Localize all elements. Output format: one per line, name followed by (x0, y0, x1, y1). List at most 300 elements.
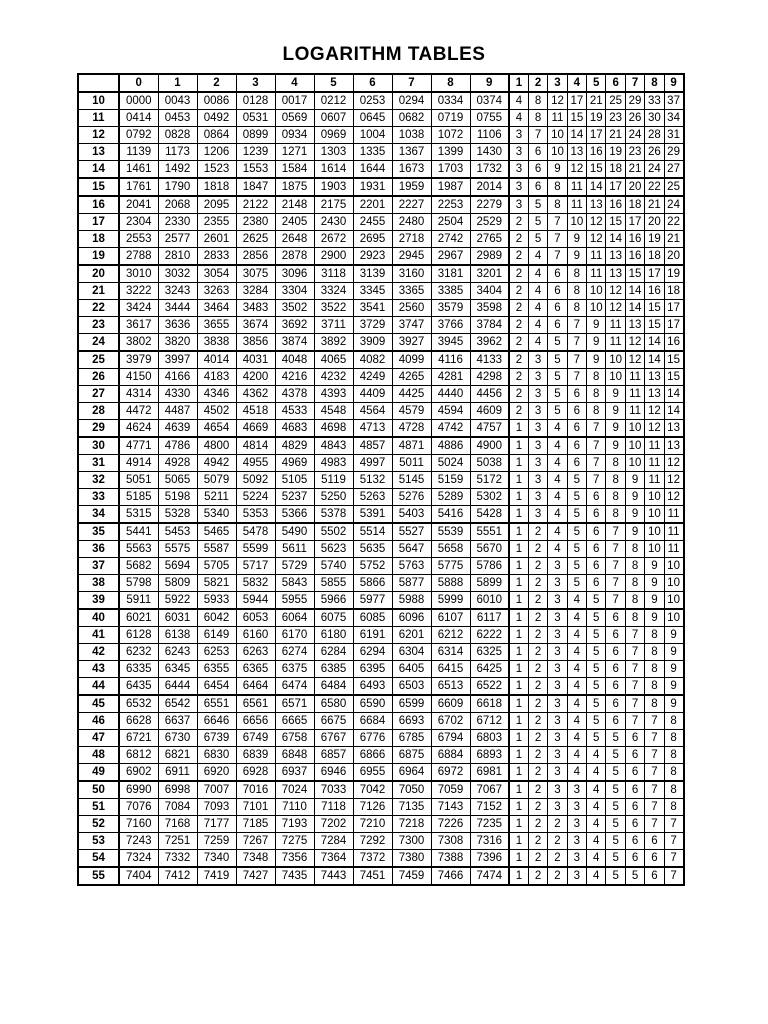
mean-difference-cell: 7 (664, 816, 683, 833)
mean-difference-cell: 1 (509, 730, 528, 747)
table-row (78, 369, 684, 386)
table-row (78, 781, 684, 799)
mantissa-cell: 4928 (158, 455, 197, 472)
mantissa-cell: 6803 (470, 730, 509, 747)
mantissa-cell: 6964 (392, 764, 431, 782)
mantissa-cell: 5416 (431, 506, 470, 524)
mantissa-cell: 4871 (392, 437, 431, 455)
mean-difference-cell: 6 (587, 575, 606, 592)
mantissa-cell: 4683 (275, 420, 314, 438)
mantissa-cell: 0934 (275, 127, 314, 144)
mean-difference-cell: 7 (645, 764, 664, 782)
mean-difference-cell: 13 (587, 196, 606, 214)
mean-difference-cell: 37 (664, 92, 683, 110)
mean-difference-cell: 7 (625, 627, 644, 644)
mean-difference-cell: 13 (625, 317, 644, 334)
mantissa-cell: 3541 (353, 300, 392, 317)
mean-difference-cell: 23 (606, 110, 625, 127)
table-row (78, 214, 684, 231)
mantissa-cell: 6222 (470, 627, 509, 644)
mean-difference-cell: 12 (606, 300, 625, 317)
mantissa-cell: 6580 (314, 695, 353, 713)
mantissa-cell: 4518 (236, 403, 275, 420)
mean-difference-cell: 19 (664, 265, 683, 283)
mantissa-cell: 2095 (197, 196, 236, 214)
mantissa-cell: 7419 (197, 867, 236, 885)
mantissa-cell: 4814 (236, 437, 275, 455)
mean-difference-cell: 7 (645, 713, 664, 730)
table-row (78, 523, 684, 541)
mean-difference-cell: 3 (528, 369, 547, 386)
mean-difference-cell: 7 (587, 437, 606, 455)
mantissa-cell: 6990 (119, 781, 158, 799)
mantissa-cell: 6304 (392, 644, 431, 661)
mean-difference-cell: 17 (664, 300, 683, 317)
mantissa-cell: 0607 (314, 110, 353, 127)
mean-difference-cell: 8 (587, 369, 606, 386)
mean-difference-cell: 8 (587, 403, 606, 420)
mantissa-cell: 3909 (353, 334, 392, 352)
mean-difference-cell: 4 (587, 781, 606, 799)
mantissa-cell: 5289 (431, 489, 470, 506)
mantissa-cell: 2480 (392, 214, 431, 231)
mean-difference-cell: 4 (567, 695, 586, 713)
mean-difference-cell: 2 (509, 386, 528, 403)
mantissa-cell: 6561 (236, 695, 275, 713)
table-row (78, 92, 684, 110)
main-column-header: 6 (353, 74, 392, 92)
mean-difference-cell: 5 (528, 214, 547, 231)
mean-difference-cell: 14 (664, 386, 683, 403)
mantissa-cell: 5328 (158, 506, 197, 524)
mean-difference-cell: 4 (548, 420, 567, 438)
mean-difference-cell: 6 (625, 764, 644, 782)
mean-difference-cell: 26 (645, 144, 664, 161)
mantissa-cell: 6522 (470, 678, 509, 696)
mean-difference-cell: 8 (567, 300, 586, 317)
mantissa-cell: 7050 (392, 781, 431, 799)
mean-difference-cell: 4 (548, 489, 567, 506)
mean-difference-cell: 4 (548, 455, 567, 472)
mantissa-cell: 2330 (158, 214, 197, 231)
mantissa-cell: 4728 (392, 420, 431, 438)
mean-difference-cell: 1 (509, 747, 528, 764)
main-column-header: 1 (158, 74, 197, 92)
mean-difference-cell: 12 (548, 92, 567, 110)
mantissa-cell: 4150 (119, 369, 158, 386)
row-number: 35 (78, 523, 119, 541)
mean-difference-cell: 2 (509, 403, 528, 420)
mean-difference-cell: 33 (645, 92, 664, 110)
table-row (78, 110, 684, 127)
mean-difference-cell: 10 (567, 214, 586, 231)
mean-difference-cell: 21 (645, 196, 664, 214)
row-number: 37 (78, 558, 119, 575)
mean-difference-cell: 16 (606, 196, 625, 214)
mantissa-cell: 0294 (392, 92, 431, 110)
mantissa-cell: 5340 (197, 506, 236, 524)
mantissa-cell: 4116 (431, 351, 470, 369)
mantissa-cell: 3927 (392, 334, 431, 352)
table-row (78, 472, 684, 489)
mantissa-cell: 6893 (470, 747, 509, 764)
mantissa-cell: 5391 (353, 506, 392, 524)
mantissa-cell: 3324 (314, 283, 353, 300)
row-number: 13 (78, 144, 119, 161)
mean-difference-cell: 12 (567, 161, 586, 179)
mantissa-cell: 5315 (119, 506, 158, 524)
mean-difference-cell: 2 (548, 867, 567, 885)
mantissa-cell: 6444 (158, 678, 197, 696)
mantissa-cell: 4362 (236, 386, 275, 403)
mean-difference-cell: 4 (567, 592, 586, 610)
mantissa-cell: 6474 (275, 678, 314, 696)
mean-difference-cell: 8 (606, 506, 625, 524)
mean-difference-cell: 7 (606, 523, 625, 541)
mean-difference-cell: 2 (528, 609, 547, 627)
mean-difference-cell: 6 (567, 420, 586, 438)
mean-difference-cell: 34 (664, 110, 683, 127)
mean-difference-cell: 5 (528, 196, 547, 214)
mean-difference-cell: 7 (548, 231, 567, 248)
mean-difference-cell: 15 (567, 110, 586, 127)
mantissa-cell: 6243 (158, 644, 197, 661)
mean-difference-cell: 2 (528, 523, 547, 541)
mantissa-cell: 5611 (275, 541, 314, 558)
mantissa-cell: 1335 (353, 144, 392, 161)
mantissa-cell: 3284 (236, 283, 275, 300)
mean-difference-cell: 1 (509, 781, 528, 799)
row-number: 52 (78, 816, 119, 833)
mantissa-cell: 1038 (392, 127, 431, 144)
mean-difference-cell: 9 (625, 472, 644, 489)
mean-difference-cell: 2 (528, 678, 547, 696)
mantissa-cell: 6021 (119, 609, 158, 627)
mantissa-cell: 1206 (197, 144, 236, 161)
mean-difference-cell: 2 (509, 265, 528, 283)
mean-difference-cell: 24 (625, 127, 644, 144)
mean-difference-cell: 3 (567, 833, 586, 850)
mean-difference-cell: 12 (664, 472, 683, 489)
mean-difference-cell: 6 (606, 661, 625, 678)
mean-difference-cell: 9 (606, 386, 625, 403)
mantissa-cell: 5539 (431, 523, 470, 541)
main-column-header: 7 (392, 74, 431, 92)
mean-difference-cell: 2 (528, 747, 547, 764)
mantissa-cell: 6590 (353, 695, 392, 713)
mantissa-cell: 0755 (470, 110, 509, 127)
mantissa-cell: 1367 (392, 144, 431, 161)
mantissa-cell: 3802 (119, 334, 158, 352)
mean-difference-cell: 7 (645, 747, 664, 764)
mean-difference-cell: 1 (509, 764, 528, 782)
row-number: 31 (78, 455, 119, 472)
mantissa-cell: 3655 (197, 317, 236, 334)
mean-difference-cell: 5 (587, 678, 606, 696)
mean-difference-cell: 4 (548, 523, 567, 541)
mantissa-cell: 1106 (470, 127, 509, 144)
mantissa-cell: 6314 (431, 644, 470, 661)
mantissa-cell: 6684 (353, 713, 392, 730)
mean-difference-cell: 9 (606, 403, 625, 420)
mantissa-cell: 6739 (197, 730, 236, 747)
mantissa-cell: 6628 (119, 713, 158, 730)
mantissa-cell: 3464 (197, 300, 236, 317)
mean-difference-cell: 3 (509, 127, 528, 144)
mantissa-cell: 3636 (158, 317, 197, 334)
mantissa-cell: 2625 (236, 231, 275, 248)
mantissa-cell: 7275 (275, 833, 314, 850)
mantissa-cell: 0086 (197, 92, 236, 110)
mean-difference-cell: 11 (645, 472, 664, 489)
mantissa-cell: 3483 (236, 300, 275, 317)
mantissa-cell: 7067 (470, 781, 509, 799)
mean-difference-cell: 4 (548, 506, 567, 524)
mantissa-cell: 4742 (431, 420, 470, 438)
mantissa-cell: 4232 (314, 369, 353, 386)
mean-difference-cell: 3 (548, 747, 567, 764)
mantissa-cell: 3304 (275, 283, 314, 300)
mean-difference-cell: 6 (567, 455, 586, 472)
table-row (78, 867, 684, 885)
mean-difference-cell: 20 (664, 248, 683, 266)
mantissa-cell: 6395 (353, 661, 392, 678)
mantissa-cell: 7292 (353, 833, 392, 850)
mean-difference-cell: 3 (548, 799, 567, 816)
mantissa-cell: 7284 (314, 833, 353, 850)
row-number: 40 (78, 609, 119, 627)
mantissa-cell: 7466 (431, 867, 470, 885)
mantissa-cell: 5224 (236, 489, 275, 506)
mean-difference-cell: 6 (606, 678, 625, 696)
mean-difference-cell: 16 (664, 334, 683, 352)
mantissa-cell: 0212 (314, 92, 353, 110)
mean-difference-cell: 5 (567, 541, 586, 558)
mean-difference-cell: 3 (528, 403, 547, 420)
mean-difference-cell: 10 (645, 506, 664, 524)
mantissa-cell: 3385 (431, 283, 470, 300)
mantissa-cell: 6107 (431, 609, 470, 627)
mean-difference-cell: 11 (606, 334, 625, 352)
mantissa-cell: 6335 (119, 661, 158, 678)
mean-difference-cell: 10 (645, 541, 664, 558)
mean-difference-cell: 3 (528, 489, 547, 506)
mantissa-cell: 2122 (236, 196, 275, 214)
row-number: 22 (78, 300, 119, 317)
mean-difference-cell: 15 (587, 161, 606, 179)
mantissa-cell: 5302 (470, 489, 509, 506)
mantissa-cell: 6484 (314, 678, 353, 696)
mean-difference-cell: 3 (509, 161, 528, 179)
mean-difference-cell: 9 (606, 437, 625, 455)
mean-difference-cell: 8 (645, 678, 664, 696)
mean-difference-cell: 5 (548, 386, 567, 403)
mean-difference-cell: 1 (509, 541, 528, 558)
mantissa-cell: 6599 (392, 695, 431, 713)
mantissa-cell: 6972 (431, 764, 470, 782)
mean-difference-cell: 8 (645, 695, 664, 713)
mean-difference-cell: 5 (587, 661, 606, 678)
mantissa-cell: 6284 (314, 644, 353, 661)
mantissa-cell: 4609 (470, 403, 509, 420)
mean-difference-cell: 10 (606, 369, 625, 386)
mantissa-cell: 2253 (431, 196, 470, 214)
mantissa-cell: 7324 (119, 850, 158, 868)
mantissa-cell: 5575 (158, 541, 197, 558)
mantissa-cell: 4456 (470, 386, 509, 403)
mean-difference-cell: 2 (548, 850, 567, 868)
row-number: 54 (78, 850, 119, 868)
table-row (78, 850, 684, 868)
mean-difference-cell: 4 (567, 661, 586, 678)
mantissa-cell: 6425 (470, 661, 509, 678)
mantissa-cell: 4533 (275, 403, 314, 420)
mantissa-cell: 3838 (197, 334, 236, 352)
mean-difference-cell: 8 (548, 178, 567, 196)
mean-difference-cell: 4 (548, 541, 567, 558)
mean-difference-cell: 7 (548, 214, 567, 231)
mean-difference-cell: 4 (567, 747, 586, 764)
mean-difference-cell: 12 (606, 283, 625, 300)
mantissa-cell: 5527 (392, 523, 431, 541)
mantissa-cell: 3617 (119, 317, 158, 334)
mean-difference-cell: 1 (509, 437, 528, 455)
mantissa-cell: 2175 (314, 196, 353, 214)
mean-difference-cell: 11 (587, 248, 606, 266)
mantissa-cell: 7016 (236, 781, 275, 799)
mantissa-cell: 2648 (275, 231, 314, 248)
mantissa-cell: 7300 (392, 833, 431, 850)
mantissa-cell: 3962 (470, 334, 509, 352)
row-number: 36 (78, 541, 119, 558)
mantissa-cell: 1430 (470, 144, 509, 161)
mantissa-cell: 4564 (353, 403, 392, 420)
mantissa-cell: 4502 (197, 403, 236, 420)
mean-difference-cell: 1 (509, 592, 528, 610)
mean-difference-cell: 17 (645, 265, 664, 283)
mantissa-cell: 7388 (431, 850, 470, 868)
mantissa-cell: 3522 (314, 300, 353, 317)
mantissa-cell: 6712 (470, 713, 509, 730)
mantissa-cell: 6117 (470, 609, 509, 627)
mean-difference-cell: 8 (645, 627, 664, 644)
mean-difference-cell: 2 (509, 369, 528, 386)
mantissa-cell: 5428 (470, 506, 509, 524)
difference-column-header: 1 (509, 74, 528, 92)
mantissa-cell: 7340 (197, 850, 236, 868)
mean-difference-cell: 4 (587, 850, 606, 868)
mean-difference-cell: 14 (625, 283, 644, 300)
mantissa-cell: 6702 (431, 713, 470, 730)
mantissa-cell: 5105 (275, 472, 314, 489)
mean-difference-cell: 10 (625, 455, 644, 472)
mantissa-cell: 2601 (197, 231, 236, 248)
mantissa-cell: 7118 (314, 799, 353, 816)
mantissa-cell: 5933 (197, 592, 236, 610)
table-row (78, 541, 684, 558)
row-number: 45 (78, 695, 119, 713)
mantissa-cell: 2041 (119, 196, 158, 214)
mantissa-cell: 5775 (431, 558, 470, 575)
mantissa-cell: 4698 (314, 420, 353, 438)
row-number: 12 (78, 127, 119, 144)
mantissa-cell: 7451 (353, 867, 392, 885)
mean-difference-cell: 3 (548, 644, 567, 661)
mean-difference-cell: 8 (528, 110, 547, 127)
mean-difference-cell: 24 (645, 161, 664, 179)
mean-difference-cell: 14 (606, 231, 625, 248)
mean-difference-cell: 7 (606, 575, 625, 592)
mean-difference-cell: 14 (645, 334, 664, 352)
mean-difference-cell: 3 (548, 558, 567, 575)
row-number: 55 (78, 867, 119, 885)
main-column-header: 0 (119, 74, 158, 92)
mantissa-cell: 4409 (353, 386, 392, 403)
mantissa-cell: 1673 (392, 161, 431, 179)
mean-difference-cell: 3 (528, 437, 547, 455)
mantissa-cell: 3502 (275, 300, 314, 317)
mantissa-cell: 5599 (236, 541, 275, 558)
mean-difference-cell: 6 (625, 816, 644, 833)
mean-difference-cell: 15 (664, 351, 683, 369)
mantissa-cell: 0017 (275, 92, 314, 110)
mantissa-cell: 7218 (392, 816, 431, 833)
mantissa-cell: 2695 (353, 231, 392, 248)
mean-difference-cell: 9 (664, 695, 683, 713)
mean-difference-cell: 3 (528, 506, 547, 524)
mantissa-cell: 6665 (275, 713, 314, 730)
mean-difference-cell: 2 (528, 661, 547, 678)
mantissa-cell: 3181 (431, 265, 470, 283)
mantissa-cell: 6730 (158, 730, 197, 747)
mean-difference-cell: 17 (567, 92, 586, 110)
table-row (78, 455, 684, 472)
mantissa-cell: 6812 (119, 747, 158, 764)
mean-difference-cell: 17 (664, 317, 683, 334)
table-row (78, 713, 684, 730)
mean-difference-cell: 5 (606, 816, 625, 833)
mean-difference-cell: 6 (567, 386, 586, 403)
mantissa-cell: 7126 (353, 799, 392, 816)
table-row (78, 437, 684, 455)
mean-difference-cell: 21 (625, 161, 644, 179)
mantissa-cell: 7202 (314, 816, 353, 833)
mantissa-cell: 3054 (197, 265, 236, 283)
mantissa-cell: 5465 (197, 523, 236, 541)
difference-column-header: 8 (645, 74, 664, 92)
mantissa-cell: 4786 (158, 437, 197, 455)
mean-difference-cell: 7 (567, 351, 586, 369)
mantissa-cell: 6085 (353, 609, 392, 627)
mantissa-cell: 6794 (431, 730, 470, 747)
mean-difference-cell: 7 (567, 334, 586, 352)
mantissa-cell: 0453 (158, 110, 197, 127)
mantissa-cell: 3979 (119, 351, 158, 369)
mantissa-cell: 4425 (392, 386, 431, 403)
mantissa-cell: 7168 (158, 816, 197, 833)
mean-difference-cell: 9 (625, 489, 644, 506)
mean-difference-cell: 6 (528, 144, 547, 161)
mean-difference-cell: 3 (548, 764, 567, 782)
mean-difference-cell: 4 (528, 334, 547, 352)
mean-difference-cell: 8 (548, 196, 567, 214)
mantissa-cell: 2560 (392, 300, 431, 317)
mantissa-cell: 6721 (119, 730, 158, 747)
row-number: 42 (78, 644, 119, 661)
mantissa-cell: 6212 (431, 627, 470, 644)
mean-difference-cell: 11 (664, 523, 683, 541)
table-row (78, 764, 684, 782)
